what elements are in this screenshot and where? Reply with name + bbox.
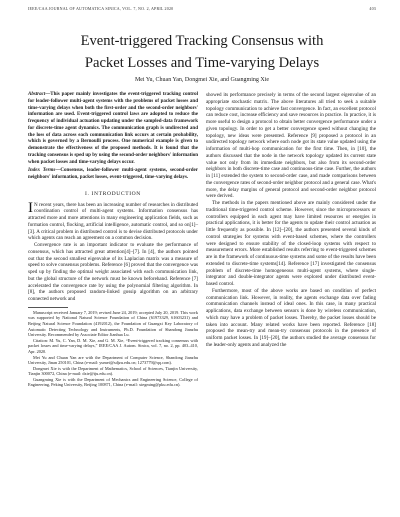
abstract [28, 92, 198, 166]
intro-paragraph-1 [28, 202, 198, 243]
right-paragraph-2: The methods in the papers mentioned above are mainly considered under the traditional time-triggered control scheme. However, since the microprocessors or controllers equipped in each agent may have limited resources or energies in practical applications, it is better for the agents to update their control actuation as little frequently as possible. In [12]–[20], the authors presented several kinds of control strategies for systems with event-based schemes, where the controllers were designed to ensure stability of the closed-loop systems with respect to measurement errors. More established results referring to event-triggered schemes are in the framework of continuous-time systems and some of the results have been extended to discrete-time systems[14]. Reference [17] investigated the consensus problem of discrete-time homogeneous multi-agent systems, where single-integrator and double-integrator agents were explored under distributed event-based control. [206, 200, 376, 287]
footnote-affiliation-3: Guangming Xie is with the Department of Mechanics and Engineering Science, College of Engineering, Peking University, Beijing 100871, China (e-mail: xiegming@pku.edu.cn). [28, 376, 198, 388]
footnote-citation: Citation: M. Yu, C. Yan, D. M. Xie, and G. M. Xie, “Event-triggered tracking consensus with packet losses and time-varying delays,” IEEE/CAA J. Autom. Sinica, vol. 7, no. 2, pp. 403–410, Apr. 2020. [28, 337, 198, 354]
section-heading-introduction: I. INTRODUCTION [85, 190, 141, 197]
intro-paragraph-2: Convergence rate is an important indicator to evaluate the performance of consensus, which has attracted great attention[4]–[7]. In [4], the authors pointed out that the second smallest eigenvalue of its Laplacian matrix was a measure of speed to solve consensus problems. Reference [6] proved that the convergence was sped up by finding the optimal weight associated with each communication link, but the global structure of the network must be known beforehand. Reference [7] accelerated the convergence rate by using the polynomial filtering algorithm. In [8], the authors proposed random-linked gossip algorithm on an arbitrary connected network and [28, 242, 198, 302]
drop-cap: I [28, 200, 33, 216]
footnote-affiliation-2: Dongmei Xie is with the Department of Mathematics, School of Sciences, Tianjin University, Tianjin 300072, China (e-mail: dxie@tju.edu.cn). [28, 365, 198, 377]
journal-header: IEEE/CAA JOURNAL OF AUTOMATICA SINICA, VOL. 7, NO. 2, APRIL 2020 [28, 6, 174, 11]
title-line-2: Packet Losses and Time-varying Delays [84, 55, 320, 71]
intro-paragraph-1-text: N recent years, there has been an increasing number of researches in distributed coordination control of multi-agent systems. Information consensus has attracted more and more attentions in many engineering application fields, such as formation control, flocking, artificial intelligence, automatic control, and so on[1]–[3]. A critical problem in distributed control is to devise distributed protocols under which agents can reach an agreement on a common decision. [28, 201, 198, 242]
index-terms-text: —Consensus, leader-follower multi-agent systems, second-order neighbors' information, packet losses, event-triggered, time-varying delays. [28, 168, 198, 180]
paper-title [28, 30, 376, 74]
right-paragraph-1: showed its performance precisely in terms of the second largest eigenvalue of an appropriate stochastic matrix. The above literatures all tried to seek a suitable topology communication to achieve fast convergence. In fact, an excellent protocol can reduce cost, increase efficiency and save resources in practice. In practice, it is more useful to design a protocol to obtain better convergence performance under a given topology. In order to get a better convergence speed without changing the topology, new ideas were presented. Reference [9] proposed a protocol in an undirected topology network where each node got its state value updated using the information of multi-hop communication for the first time. Then, in [10], the authors discussed that the node in the network topology updated its current state value not only from its immediate neighbors, but also from its second-order neighbors in both discrete-time case and continuous-time case. Further, the authors in [11] extended the system to second-order case, and made comparisons between the convergence rates of second-order neighbor protocol and a general case. What's more, the delay margins of general protocol and second-order neighbor protocol were derived. [206, 92, 376, 200]
abstract-label: Abstract [28, 92, 46, 97]
footnote-affiliation-1: Mei Yu and Chuan Yan are with the Department of Computer Science, Shandong Jianzhu University, Jinan 250101, China (e-mail: yumei@sdjzu.edu.cn; 1273779@qq.com). [28, 354, 198, 366]
right-column [206, 92, 376, 349]
page-number: 403 [369, 6, 376, 11]
author-list: Mei Yu, Chuan Yan, Dongmei Xie, and Guangming Xie [134, 77, 270, 83]
running-header [28, 6, 376, 14]
title-line-1: Event-triggered Tracking Consensus with [80, 33, 324, 49]
footnote-divider [28, 307, 68, 308]
index-terms-label: Index Terms [28, 168, 56, 174]
right-paragraph-3: Furthermore, most of the above works are based on condition of perfect communication link. However, in reality, the agents exchange data over fading communication channels instead of ideal ones. In this case, in many practical applications, data exchange between sensors is done by wireless communication, which may have a problem of packet losses. Thereby, the packet losses should be taken into account. Many related works have been reported. Reference [18] proposed the mean-try and mean-try consensus protocols in the presence of uniform packet losses. In [19]–[20], the authors studied the average consensus for the leader-only agents and analyzed the [206, 287, 376, 348]
index-terms [28, 168, 198, 182]
left-column [28, 92, 198, 388]
abstract-text: —This paper mainly investigates the event-triggered tracking control for leader-follower multi-agent systems with the problems of packet losses and time-varying delays when both the first-order and the second-order neighbors' information are used. Event-triggered control laws are adopted to reduce the frequency of individual actuation updating under the sampled-data framework for discrete-time agent dynamics. The communication graph is undirected and the loss of data across each communication link occurs at certain probability, which is governed by a Bernoulli process. One numerical example is given to demonstrate the effectiveness of the proposed methods. It is found that the tracking consensus is sped up by using the second-order neighbors' information when packet losses and time-varying delays occur. [28, 92, 198, 165]
footnote-manuscript: Manuscript received January 7, 2019; revised June 24, 2019; accepted July 20, 2019. This work was supported by National Natural Science Foundation of China (61973329, 61603231) and Beijing Natural Science Foundation (4192012), the Foundation of Guangxi Key Laboratory of Automatic Detecting Technology and Instruments, Ph.D. Foundation of Shandong Jianzhu University. Recommended by Associate Editor Jianhua Lu. [28, 309, 198, 338]
